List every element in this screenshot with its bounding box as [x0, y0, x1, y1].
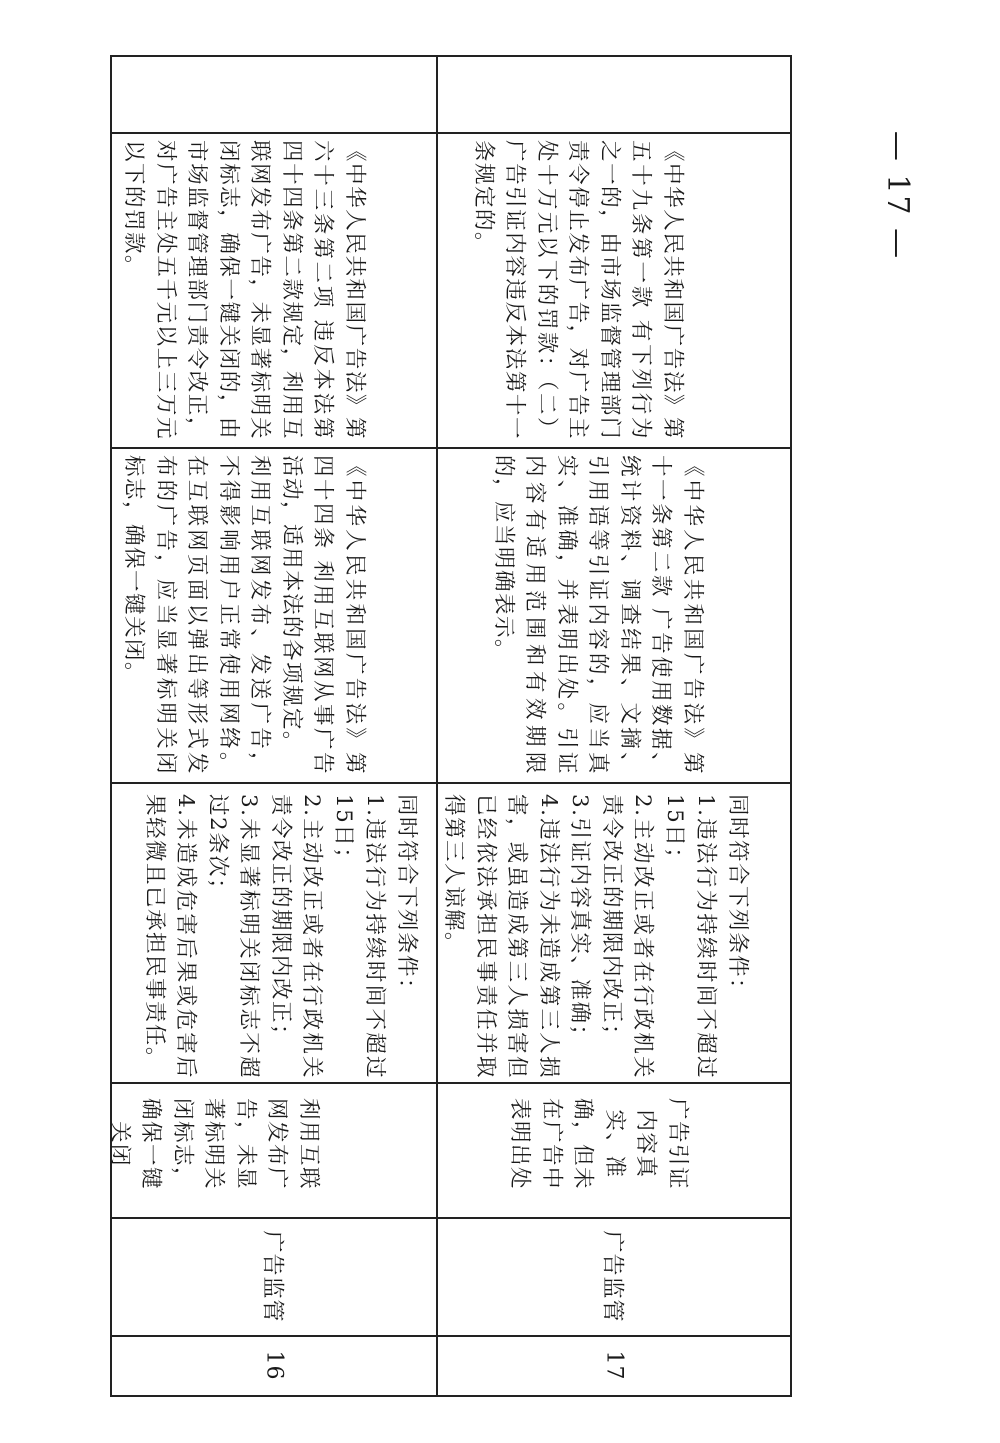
row-17-category: 广告监管 [599, 1229, 625, 1323]
row-17-basis-cell [438, 447, 790, 782]
row-16-penalty-cell [112, 132, 436, 447]
row-16-penalty: 《中华人民共和国广告法》第六十三条第二项 违反本法第四十四条第二款规定，利用互联网发布广告，未显著标明关闭标志，确保一键关闭的，由市场监督管理部门责令改正，对广告主处五千元以上三万元以下的罚款。 [121, 140, 367, 440]
page-number [858, 130, 938, 260]
row-16-number: 16 [261, 1350, 287, 1380]
row-16-basis-1: 利用互联网发布、发送广告，不得影响用户正常使用网络。在互联网页面以弹出等形式发布的广告，应当显著标明关闭标志，确保一键关闭。 [121, 455, 273, 775]
row-17-behavior-cell [438, 1082, 790, 1217]
row-17-basis [488, 455, 709, 775]
row-17-conditions [438, 794, 753, 1079]
row-16-basis [118, 455, 370, 775]
row-17-conditions-cell [438, 782, 790, 1082]
row-17-category-cell [438, 1217, 790, 1335]
row-17-condition-1: 1.违法行为持续时间不超过15日； [662, 794, 719, 1079]
row-16-category-cell [112, 1217, 436, 1335]
row-16-condition-4: 4.未造成危害后果或危害后果轻微且已承担民事责任。 [142, 794, 199, 1079]
row-17-basis-0: 《中华人民共和国广告法》第十一条第二款 广告使用数据、统计资料、调查结果、文摘、引用语等引证内容的，应当真实、准确，并表明出处。引证内容有适用范围和有效期限的，应当明确表示。 [491, 455, 705, 775]
rotated-table [107, 55, 792, 1397]
row-16-behavior: 利用互联网发布广告，未显著标明关闭标志，确保一键关闭 [107, 1097, 321, 1190]
row-17-penalty-cell [438, 132, 790, 447]
row-16-category: 广告监管 [259, 1229, 285, 1323]
row-17-behavior: 广告引证内容真实、准确，但未在广告中表明出处 [507, 1097, 690, 1190]
row-17-condition-2: 2.主动改正或者在行政机关责令改正的期限内改正； [599, 794, 656, 1079]
row-17-condition-3: 3.引证内容真实、准确； [567, 794, 593, 1048]
row-17-condition-0: 同时符合下列条件： [725, 794, 750, 1002]
row-17-penalty: 《中华人民共和国广告法》第五十九条第一款 有下列行为之一的，由市场监督管理部门责令停止发布广告，对广告主处十万元以下的罚款：（二）广告引证内容违反本法第十一条规定的。 [471, 140, 685, 440]
row-16-condition-0: 同时符合下列条件： [394, 794, 419, 1002]
row-16-behavior-cell [107, 1082, 436, 1217]
row-16-condition-2: 2.主动改正或者在行政机关责令改正的期限内改正； [268, 794, 325, 1079]
row-16-conditions [139, 794, 423, 1079]
row-16-conditions-cell [112, 782, 436, 1082]
row-17-number: 17 [601, 1350, 627, 1380]
row-17-number-cell [438, 1335, 790, 1395]
row-16-basis-0: 《中华人民共和国广告法》第四十四条 利用互联网从事广告活动，适用本法的各项规定。 [279, 455, 367, 775]
page-number-text: — 17 — [880, 130, 916, 260]
row-16-basis-cell [112, 447, 436, 782]
row-17-condition-4: 4.违法行为未造成第三人损害，或虽造成第三人损害但已经依法承担民事责任并取得第三人谅解。 [441, 794, 561, 1079]
row-16-condition-3: 3.未显著标明关闭标志不超过2条次； [205, 794, 262, 1079]
row-16-number-cell [112, 1335, 436, 1395]
row-16-condition-1: 1.违法行为持续时间不超过15日； [331, 794, 388, 1079]
